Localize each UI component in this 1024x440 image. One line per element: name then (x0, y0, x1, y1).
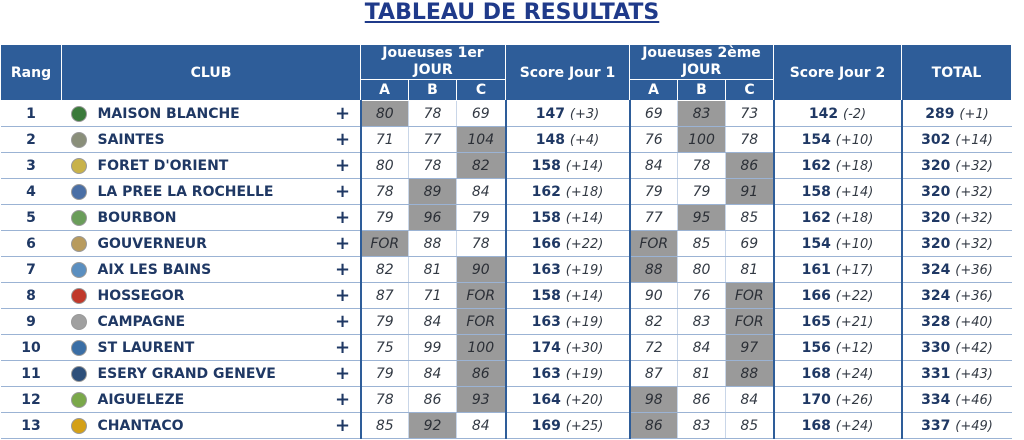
day2-score-value: 170 (801, 391, 831, 408)
total-value: 337 (921, 417, 951, 434)
day1-player-score: 78 (457, 231, 506, 257)
total-score (902, 101, 1012, 127)
day2-player-score: 83 (678, 309, 726, 335)
expand-plus-button[interactable]: + (326, 413, 361, 439)
aigueleze-logo (71, 392, 87, 408)
day2-score-value: 161 (801, 261, 831, 278)
total-value: 330 (921, 339, 951, 356)
header-j1-a: A (361, 80, 409, 101)
day1-player-score: 79 (457, 205, 506, 231)
day2-player-score: 77 (630, 205, 678, 231)
total-value: 320 (921, 235, 951, 252)
day1-score-value: 163 (531, 261, 561, 278)
day2-player-score: 73 (726, 101, 774, 127)
expand-plus-button[interactable]: + (326, 179, 361, 205)
day1-score-value: 147 (535, 105, 566, 122)
total-value: 331 (921, 365, 951, 382)
club-name: LA PREE LA ROCHELLE (96, 179, 326, 205)
table-row (1, 153, 1012, 179)
table-row (1, 205, 1012, 231)
day2-score-value: 168 (801, 417, 831, 434)
header-club: CLUB (62, 45, 361, 101)
day2-player-score: 80 (678, 257, 726, 283)
day2-player-score: 79 (630, 179, 678, 205)
total-score (902, 153, 1012, 179)
total-delta: (+42) (955, 340, 993, 356)
total-score (902, 127, 1012, 153)
saintes-logo (71, 132, 87, 148)
esery-logo (71, 366, 87, 382)
day1-player-score: 77 (409, 127, 457, 153)
header-rang: Rang (1, 45, 62, 101)
day1-player-score: 79 (361, 309, 409, 335)
total-delta: (+32) (955, 236, 993, 252)
header-j1-c: C (457, 80, 506, 101)
club-name: FORET D'ORIENT (96, 153, 326, 179)
day2-score-value: 154 (801, 235, 831, 252)
day2-score-value: 158 (801, 183, 831, 200)
total-value: 320 (921, 183, 951, 200)
club-logo-cell (62, 179, 96, 205)
day2-score (774, 205, 902, 231)
day1-score-delta: (+19) (565, 366, 604, 382)
total-value: 334 (921, 391, 951, 408)
day1-score (506, 257, 630, 283)
day2-player-score: 98 (630, 387, 678, 413)
day2-score-delta: (-2) (843, 106, 867, 122)
day1-score-delta: (+3) (569, 106, 600, 122)
st-laurent-logo (71, 340, 87, 356)
day1-player-score: 88 (409, 231, 457, 257)
day1-player-score: 85 (361, 413, 409, 439)
day1-player-score: 99 (409, 335, 457, 361)
day1-player-score: FOR (457, 283, 506, 309)
day2-player-score: 86 (678, 387, 726, 413)
club-name: CHANTACO (96, 413, 326, 439)
bourbon-logo (71, 210, 87, 226)
day1-player-score: 69 (457, 101, 506, 127)
day1-score (506, 153, 630, 179)
expand-plus-button[interactable]: + (326, 257, 361, 283)
day2-player-score: 76 (678, 283, 726, 309)
day2-player-score: 69 (726, 231, 774, 257)
total-score (902, 179, 1012, 205)
day2-score (774, 309, 902, 335)
day1-player-score: 78 (409, 153, 457, 179)
day2-player-score: FOR (726, 283, 774, 309)
club-logo-cell (62, 101, 96, 127)
day2-player-score: 86 (726, 153, 774, 179)
day2-player-score: 79 (678, 179, 726, 205)
expand-plus-button[interactable]: + (326, 335, 361, 361)
table-row (1, 283, 1012, 309)
total-value: 320 (921, 157, 951, 174)
day1-score-value: 162 (531, 183, 561, 200)
club-name: GOUVERNEUR (96, 231, 326, 257)
rank-cell: 8 (1, 283, 62, 309)
rank-cell: 4 (1, 179, 62, 205)
day1-score-value: 166 (531, 235, 561, 252)
day1-player-score: 82 (457, 153, 506, 179)
day1-score (506, 231, 630, 257)
day2-player-score: 81 (726, 257, 774, 283)
day2-player-score: 95 (678, 205, 726, 231)
club-name: HOSSEGOR (96, 283, 326, 309)
day1-player-score: 80 (361, 153, 409, 179)
day2-score-delta: (+18) (835, 158, 874, 174)
day2-player-score: 78 (678, 153, 726, 179)
day1-player-score: 89 (409, 179, 457, 205)
day2-player-score: 85 (726, 413, 774, 439)
day2-score-value: 166 (801, 287, 831, 304)
day1-score-delta: (+20) (565, 392, 604, 408)
day1-player-score: 100 (457, 335, 506, 361)
header-j2-c: C (726, 80, 774, 101)
day1-player-score: 75 (361, 335, 409, 361)
club-logo-cell (62, 257, 96, 283)
day1-score (506, 335, 630, 361)
total-score (902, 361, 1012, 387)
day2-player-score: 86 (630, 413, 678, 439)
total-delta: (+40) (955, 314, 993, 330)
expand-plus-button[interactable]: + (326, 101, 361, 127)
day2-player-score: 81 (678, 361, 726, 387)
day1-score-delta: (+18) (565, 184, 604, 200)
day2-score (774, 127, 902, 153)
total-delta: (+14) (955, 132, 993, 148)
day2-player-score: 84 (726, 387, 774, 413)
header-jour1: Joueuses 1er JOUR (361, 45, 506, 80)
club-logo-cell (62, 231, 96, 257)
expand-plus-button[interactable]: + (326, 231, 361, 257)
day1-player-score: FOR (457, 309, 506, 335)
total-score (902, 309, 1012, 335)
day2-player-score: 85 (678, 231, 726, 257)
rank-cell: 13 (1, 413, 62, 439)
day1-score-value: 158 (531, 287, 561, 304)
day2-score-value: 156 (801, 339, 831, 356)
day1-player-score: 93 (457, 387, 506, 413)
results-table (0, 44, 1012, 439)
day2-score-delta: (+22) (835, 288, 874, 304)
day1-player-score: 78 (361, 179, 409, 205)
table-row (1, 231, 1012, 257)
rank-cell: 10 (1, 335, 62, 361)
day1-score-delta: (+30) (565, 340, 604, 356)
day1-score-delta: (+14) (565, 158, 604, 174)
day2-score-value: 162 (801, 157, 831, 174)
day2-player-score: 78 (726, 127, 774, 153)
expand-plus-button[interactable]: + (326, 387, 361, 413)
total-delta: (+49) (955, 418, 993, 434)
total-score (902, 335, 1012, 361)
day1-player-score: 79 (361, 205, 409, 231)
day2-player-score: 100 (678, 127, 726, 153)
table-row (1, 127, 1012, 153)
total-delta: (+36) (955, 288, 993, 304)
rank-cell: 7 (1, 257, 62, 283)
rank-cell: 11 (1, 361, 62, 387)
day1-score-delta: (+19) (565, 314, 604, 330)
day1-score (506, 127, 630, 153)
day2-player-score: 82 (630, 309, 678, 335)
club-name: ST LAURENT (96, 335, 326, 361)
header-total: TOTAL (902, 45, 1012, 101)
day1-score-value: 158 (531, 157, 561, 174)
day2-player-score: 87 (630, 361, 678, 387)
day2-player-score: 88 (630, 257, 678, 283)
day2-score (774, 413, 902, 439)
day1-player-score: 92 (409, 413, 457, 439)
day1-player-score: 81 (409, 257, 457, 283)
rank-cell: 12 (1, 387, 62, 413)
la-pree-logo (71, 184, 87, 200)
total-score (902, 283, 1012, 309)
day1-player-score: 78 (361, 387, 409, 413)
expand-plus-button[interactable]: + (326, 309, 361, 335)
day1-player-score: FOR (361, 231, 409, 257)
table-row (1, 309, 1012, 335)
day2-score-delta: (+10) (835, 236, 874, 252)
total-value: 324 (921, 287, 951, 304)
day2-score-delta: (+10) (835, 132, 874, 148)
page-title: TABLEAU DE RESULTATS (364, 0, 660, 25)
day2-player-score: 84 (630, 153, 678, 179)
day2-player-score: 97 (726, 335, 774, 361)
header-score-jour2: Score Jour 2 (774, 45, 902, 101)
total-score (902, 257, 1012, 283)
day2-player-score: FOR (630, 231, 678, 257)
club-logo-cell (62, 335, 96, 361)
day1-player-score: 78 (409, 101, 457, 127)
aix-les-bains-logo (71, 262, 87, 278)
day1-score (506, 205, 630, 231)
table-row (1, 335, 1012, 361)
total-score (902, 413, 1012, 439)
day1-player-score: 86 (457, 361, 506, 387)
total-delta: (+32) (955, 210, 993, 226)
table-row (1, 101, 1012, 127)
day1-score-delta: (+19) (565, 262, 604, 278)
total-delta: (+32) (955, 184, 993, 200)
day2-player-score: 88 (726, 361, 774, 387)
day2-score-delta: (+24) (835, 366, 874, 382)
club-logo-cell (62, 413, 96, 439)
day1-score-value: 158 (531, 209, 561, 226)
day1-player-score: 71 (409, 283, 457, 309)
total-delta: (+36) (955, 262, 993, 278)
day2-score-delta: (+24) (835, 418, 874, 434)
club-name: BOURBON (96, 205, 326, 231)
day2-score (774, 101, 902, 127)
day1-player-score: 86 (409, 387, 457, 413)
chantaco-logo (71, 418, 87, 434)
total-value: 320 (921, 209, 951, 226)
day2-player-score: 83 (678, 413, 726, 439)
foret-dorient-logo (71, 158, 87, 174)
rank-cell: 3 (1, 153, 62, 179)
day2-score-delta: (+21) (835, 314, 874, 330)
day2-score (774, 335, 902, 361)
total-delta: (+32) (955, 158, 993, 174)
rank-cell: 2 (1, 127, 62, 153)
day2-score (774, 257, 902, 283)
day1-player-score: 87 (361, 283, 409, 309)
day2-score-delta: (+12) (835, 340, 874, 356)
club-logo-cell (62, 361, 96, 387)
day2-score (774, 179, 902, 205)
day2-score (774, 283, 902, 309)
table-row (1, 179, 1012, 205)
day2-score-value: 168 (801, 365, 831, 382)
rank-cell: 5 (1, 205, 62, 231)
club-logo-cell (62, 283, 96, 309)
day2-score-value: 154 (801, 131, 831, 148)
rank-cell: 1 (1, 101, 62, 127)
day1-player-score: 80 (361, 101, 409, 127)
total-value: 324 (921, 261, 951, 278)
expand-plus-button[interactable]: + (326, 361, 361, 387)
club-name: AIGUELEZE (96, 387, 326, 413)
day2-player-score: 85 (726, 205, 774, 231)
total-value: 302 (921, 131, 951, 148)
day2-score-value: 165 (801, 313, 831, 330)
day2-score-delta: (+18) (835, 210, 874, 226)
club-logo-cell (62, 309, 96, 335)
day1-score-delta: (+14) (565, 288, 604, 304)
total-score (902, 387, 1012, 413)
club-name: MAISON BLANCHE (96, 101, 326, 127)
table-row (1, 361, 1012, 387)
expand-plus-button[interactable]: + (326, 127, 361, 153)
expand-plus-button[interactable]: + (326, 283, 361, 309)
header-j1-b: B (409, 80, 457, 101)
day1-player-score: 82 (361, 257, 409, 283)
day1-score (506, 179, 630, 205)
day1-score (506, 387, 630, 413)
day2-score (774, 153, 902, 179)
day1-score (506, 361, 630, 387)
header-jour2: Joueuses 2ème JOUR (630, 45, 774, 80)
day1-player-score: 84 (457, 413, 506, 439)
day1-score-value: 169 (531, 417, 561, 434)
header-score-jour1: Score Jour 1 (506, 45, 630, 101)
club-logo-cell (62, 153, 96, 179)
day2-score (774, 361, 902, 387)
total-value: 289 (925, 105, 955, 122)
day1-score (506, 309, 630, 335)
club-name: CAMPAGNE (96, 309, 326, 335)
header-j2-b: B (678, 80, 726, 101)
club-logo-cell (62, 127, 96, 153)
day1-score-value: 174 (531, 339, 561, 356)
total-score (902, 231, 1012, 257)
day1-player-score: 79 (361, 361, 409, 387)
day2-player-score: 72 (630, 335, 678, 361)
day2-score (774, 387, 902, 413)
total-delta: (+1) (959, 106, 989, 122)
campagne-logo (71, 314, 87, 330)
total-score (902, 205, 1012, 231)
club-name: SAINTES (96, 127, 326, 153)
total-delta: (+43) (955, 366, 993, 382)
day1-player-score: 104 (457, 127, 506, 153)
day1-player-score: 90 (457, 257, 506, 283)
day1-score (506, 101, 630, 127)
maison-blanche-logo (71, 106, 87, 122)
day2-player-score: 83 (678, 101, 726, 127)
expand-plus-button[interactable]: + (326, 153, 361, 179)
day1-score-value: 163 (531, 365, 561, 382)
club-logo-cell (62, 205, 96, 231)
club-logo-cell (62, 387, 96, 413)
hossegor-logo (71, 288, 87, 304)
day1-player-score: 84 (457, 179, 506, 205)
day2-score-value: 142 (808, 105, 839, 122)
day1-score-delta: (+4) (569, 132, 600, 148)
day2-player-score: 90 (630, 283, 678, 309)
day2-player-score: 69 (630, 101, 678, 127)
expand-plus-button[interactable]: + (326, 205, 361, 231)
day1-player-score: 96 (409, 205, 457, 231)
day2-score (774, 231, 902, 257)
day2-score-value: 162 (801, 209, 831, 226)
header-j2-a: A (630, 80, 678, 101)
total-value: 328 (921, 313, 951, 330)
day1-score (506, 413, 630, 439)
rank-cell: 6 (1, 231, 62, 257)
table-row (1, 257, 1012, 283)
club-name: AIX LES BAINS (96, 257, 326, 283)
table-row (1, 413, 1012, 439)
day1-score-value: 164 (531, 391, 561, 408)
gouverneur-logo (71, 236, 87, 252)
club-name: ESERY GRAND GENEVE (96, 361, 326, 387)
day1-player-score: 84 (409, 361, 457, 387)
day1-player-score: 84 (409, 309, 457, 335)
rank-cell: 9 (1, 309, 62, 335)
day1-score-delta: (+25) (565, 418, 604, 434)
day1-score-value: 148 (535, 131, 566, 148)
day2-player-score: 84 (678, 335, 726, 361)
day2-score-delta: (+26) (835, 392, 874, 408)
day2-player-score: 76 (630, 127, 678, 153)
total-delta: (+46) (955, 392, 993, 408)
table-row (1, 387, 1012, 413)
day1-score (506, 283, 630, 309)
day1-player-score: 71 (361, 127, 409, 153)
day2-score-delta: (+14) (835, 184, 874, 200)
day2-score-delta: (+17) (835, 262, 874, 278)
day2-player-score: 91 (726, 179, 774, 205)
day1-score-delta: (+22) (565, 236, 604, 252)
day2-player-score: FOR (726, 309, 774, 335)
day1-score-value: 163 (531, 313, 561, 330)
day1-score-delta: (+14) (565, 210, 604, 226)
